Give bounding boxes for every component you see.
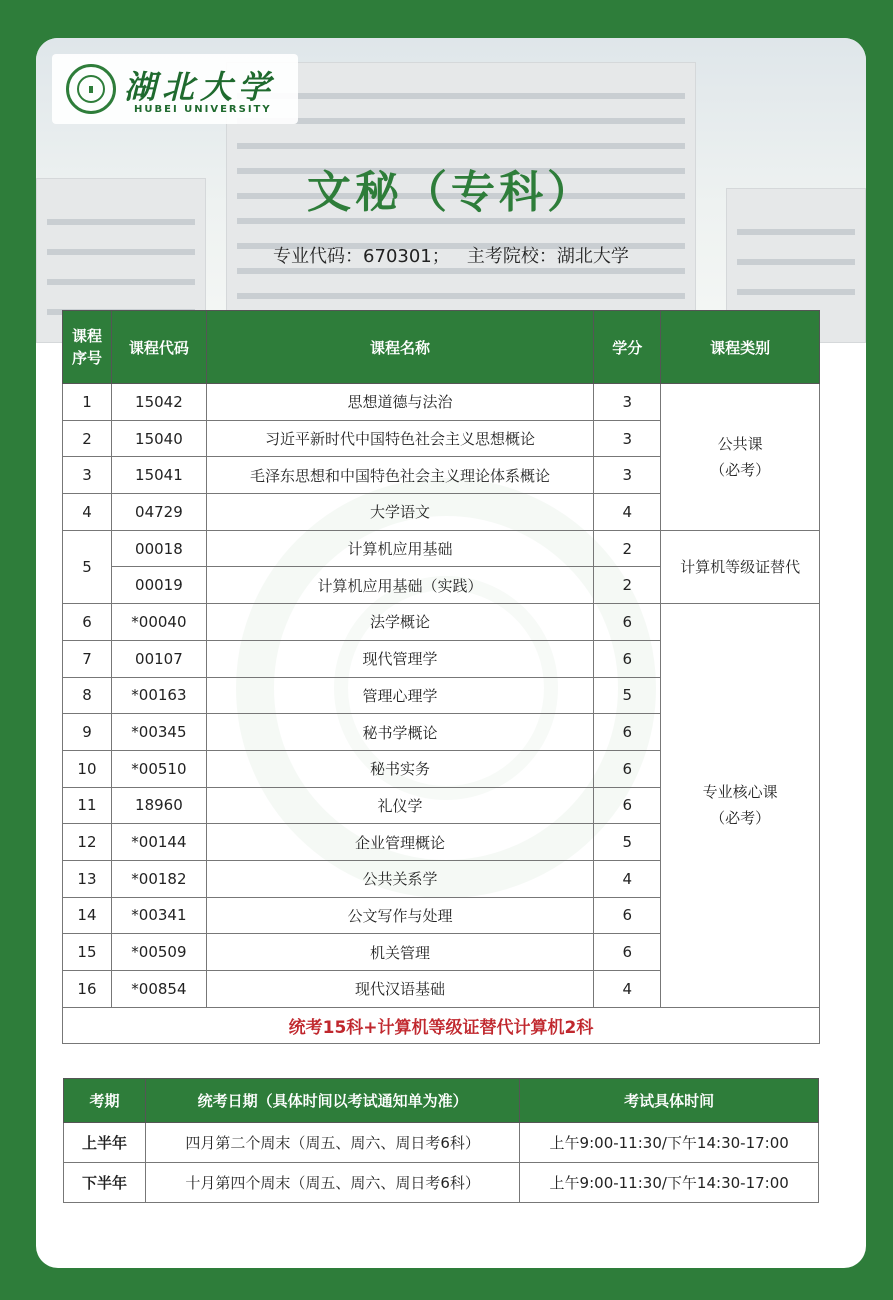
page-title: 文秘（专科） (307, 167, 595, 218)
course-no: 7 (63, 640, 112, 677)
course-name: 现代管理学 (206, 640, 593, 677)
header-period: 考期 (64, 1079, 146, 1123)
course-name: 礼仪学 (206, 787, 593, 824)
course-credit: 6 (594, 640, 661, 677)
course-credit: 6 (594, 604, 661, 641)
page-card (36, 38, 866, 1268)
course-name: 企业管理概论 (206, 824, 593, 861)
course-no: 6 (63, 604, 112, 641)
course-no: 11 (63, 787, 112, 824)
course-code: *00510 (111, 750, 206, 787)
course-code: 18960 (111, 787, 206, 824)
course-code: 00107 (111, 640, 206, 677)
course-credit: 6 (594, 787, 661, 824)
course-code: *00341 (111, 897, 206, 934)
course-name: 现代汉语基础 (206, 971, 593, 1008)
course-no: 14 (63, 897, 112, 934)
exam-date: 四月第二个周末（周五、周六、周日考6科） (145, 1123, 519, 1163)
course-code: *00163 (111, 677, 206, 714)
course-no: 16 (63, 971, 112, 1008)
course-no: 3 (63, 457, 112, 494)
logo-chinese-name: 湖北大学 (124, 68, 277, 106)
course-code: *00509 (111, 934, 206, 971)
course-code: 15040 (111, 420, 206, 457)
exam-table-header (64, 1079, 819, 1123)
course-name: 毛泽东思想和中国特色社会主义理论体系概论 (206, 457, 593, 494)
course-name: 机关管理 (206, 934, 593, 971)
header-no: 课程 序号 (63, 311, 112, 384)
header-credit: 学分 (594, 311, 661, 384)
course-name: 秘书实务 (206, 750, 593, 787)
table-row (63, 384, 820, 421)
course-credit: 6 (594, 750, 661, 787)
course-credit: 3 (594, 420, 661, 457)
course-credit: 2 (594, 567, 661, 604)
course-name: 大学语文 (206, 494, 593, 531)
course-credit: 6 (594, 714, 661, 751)
course-name: 思想道德与法治 (206, 384, 593, 421)
course-name: 公共关系学 (206, 860, 593, 897)
course-no: 15 (63, 934, 112, 971)
category-public: 公共课 （必考） (661, 384, 820, 531)
university-logo (52, 54, 298, 124)
course-code: *00040 (111, 604, 206, 641)
course-code: *00854 (111, 971, 206, 1008)
course-no: 9 (63, 714, 112, 751)
exam-time: 上午9:00-11:30/下午14:30-17:00 (520, 1123, 819, 1163)
course-credit: 4 (594, 971, 661, 1008)
course-code: 00018 (111, 530, 206, 567)
course-name: 公文写作与处理 (206, 897, 593, 934)
header-time: 考试具体时间 (520, 1079, 819, 1123)
course-credit: 4 (594, 860, 661, 897)
table-row (64, 1123, 819, 1163)
course-credit: 5 (594, 824, 661, 861)
course-code: 15042 (111, 384, 206, 421)
course-no: 2 (63, 420, 112, 457)
course-name: 计算机应用基础 (206, 530, 593, 567)
course-no: 8 (63, 677, 112, 714)
category-computer: 计算机等级证替代 (661, 530, 820, 603)
course-no: 12 (63, 824, 112, 861)
course-code: 00019 (111, 567, 206, 604)
table-row (64, 1163, 819, 1203)
exam-period: 上半年 (64, 1123, 146, 1163)
course-no: 13 (63, 860, 112, 897)
course-table (62, 310, 820, 1044)
course-name: 法学概论 (206, 604, 593, 641)
course-no: 4 (63, 494, 112, 531)
major-info: 专业代码：670301； 主考院校：湖北大学 (273, 246, 629, 267)
course-table-header (63, 311, 820, 384)
course-credit: 2 (594, 530, 661, 567)
course-credit: 3 (594, 384, 661, 421)
course-code: 04729 (111, 494, 206, 531)
course-code: *00144 (111, 824, 206, 861)
course-code: *00345 (111, 714, 206, 751)
table-row (63, 530, 820, 567)
course-name: 习近平新时代中国特色社会主义思想概论 (206, 420, 593, 457)
course-credit: 3 (594, 457, 661, 494)
course-code: *00182 (111, 860, 206, 897)
exam-schedule-table (63, 1078, 819, 1203)
course-code: 15041 (111, 457, 206, 494)
course-credit: 6 (594, 897, 661, 934)
header-date: 统考日期（具体时间以考试通知单为准） (145, 1079, 519, 1123)
header-category: 课程类别 (661, 311, 820, 384)
course-no: 10 (63, 750, 112, 787)
campus-banner (36, 38, 866, 343)
header-code: 课程代码 (111, 311, 206, 384)
category-core: 专业核心课 （必考） (661, 604, 820, 1008)
header-name: 课程名称 (206, 311, 593, 384)
total-row (63, 1007, 820, 1043)
total-summary: 统考15科+计算机等级证替代计算机2科 (63, 1007, 820, 1043)
course-credit: 5 (594, 677, 661, 714)
course-no: 5 (63, 530, 112, 603)
course-no: 1 (63, 384, 112, 421)
exam-time: 上午9:00-11:30/下午14:30-17:00 (520, 1163, 819, 1203)
logo-english-name: HUBEI UNIVERSITY (134, 104, 272, 115)
exam-period: 下半年 (64, 1163, 146, 1203)
course-credit: 4 (594, 494, 661, 531)
course-name: 管理心理学 (206, 677, 593, 714)
table-row (63, 604, 820, 641)
course-name: 秘书学概论 (206, 714, 593, 751)
exam-date: 十月第四个周末（周五、周六、周日考6科） (145, 1163, 519, 1203)
course-credit: 6 (594, 934, 661, 971)
seal-icon (66, 64, 116, 114)
course-name: 计算机应用基础（实践） (206, 567, 593, 604)
